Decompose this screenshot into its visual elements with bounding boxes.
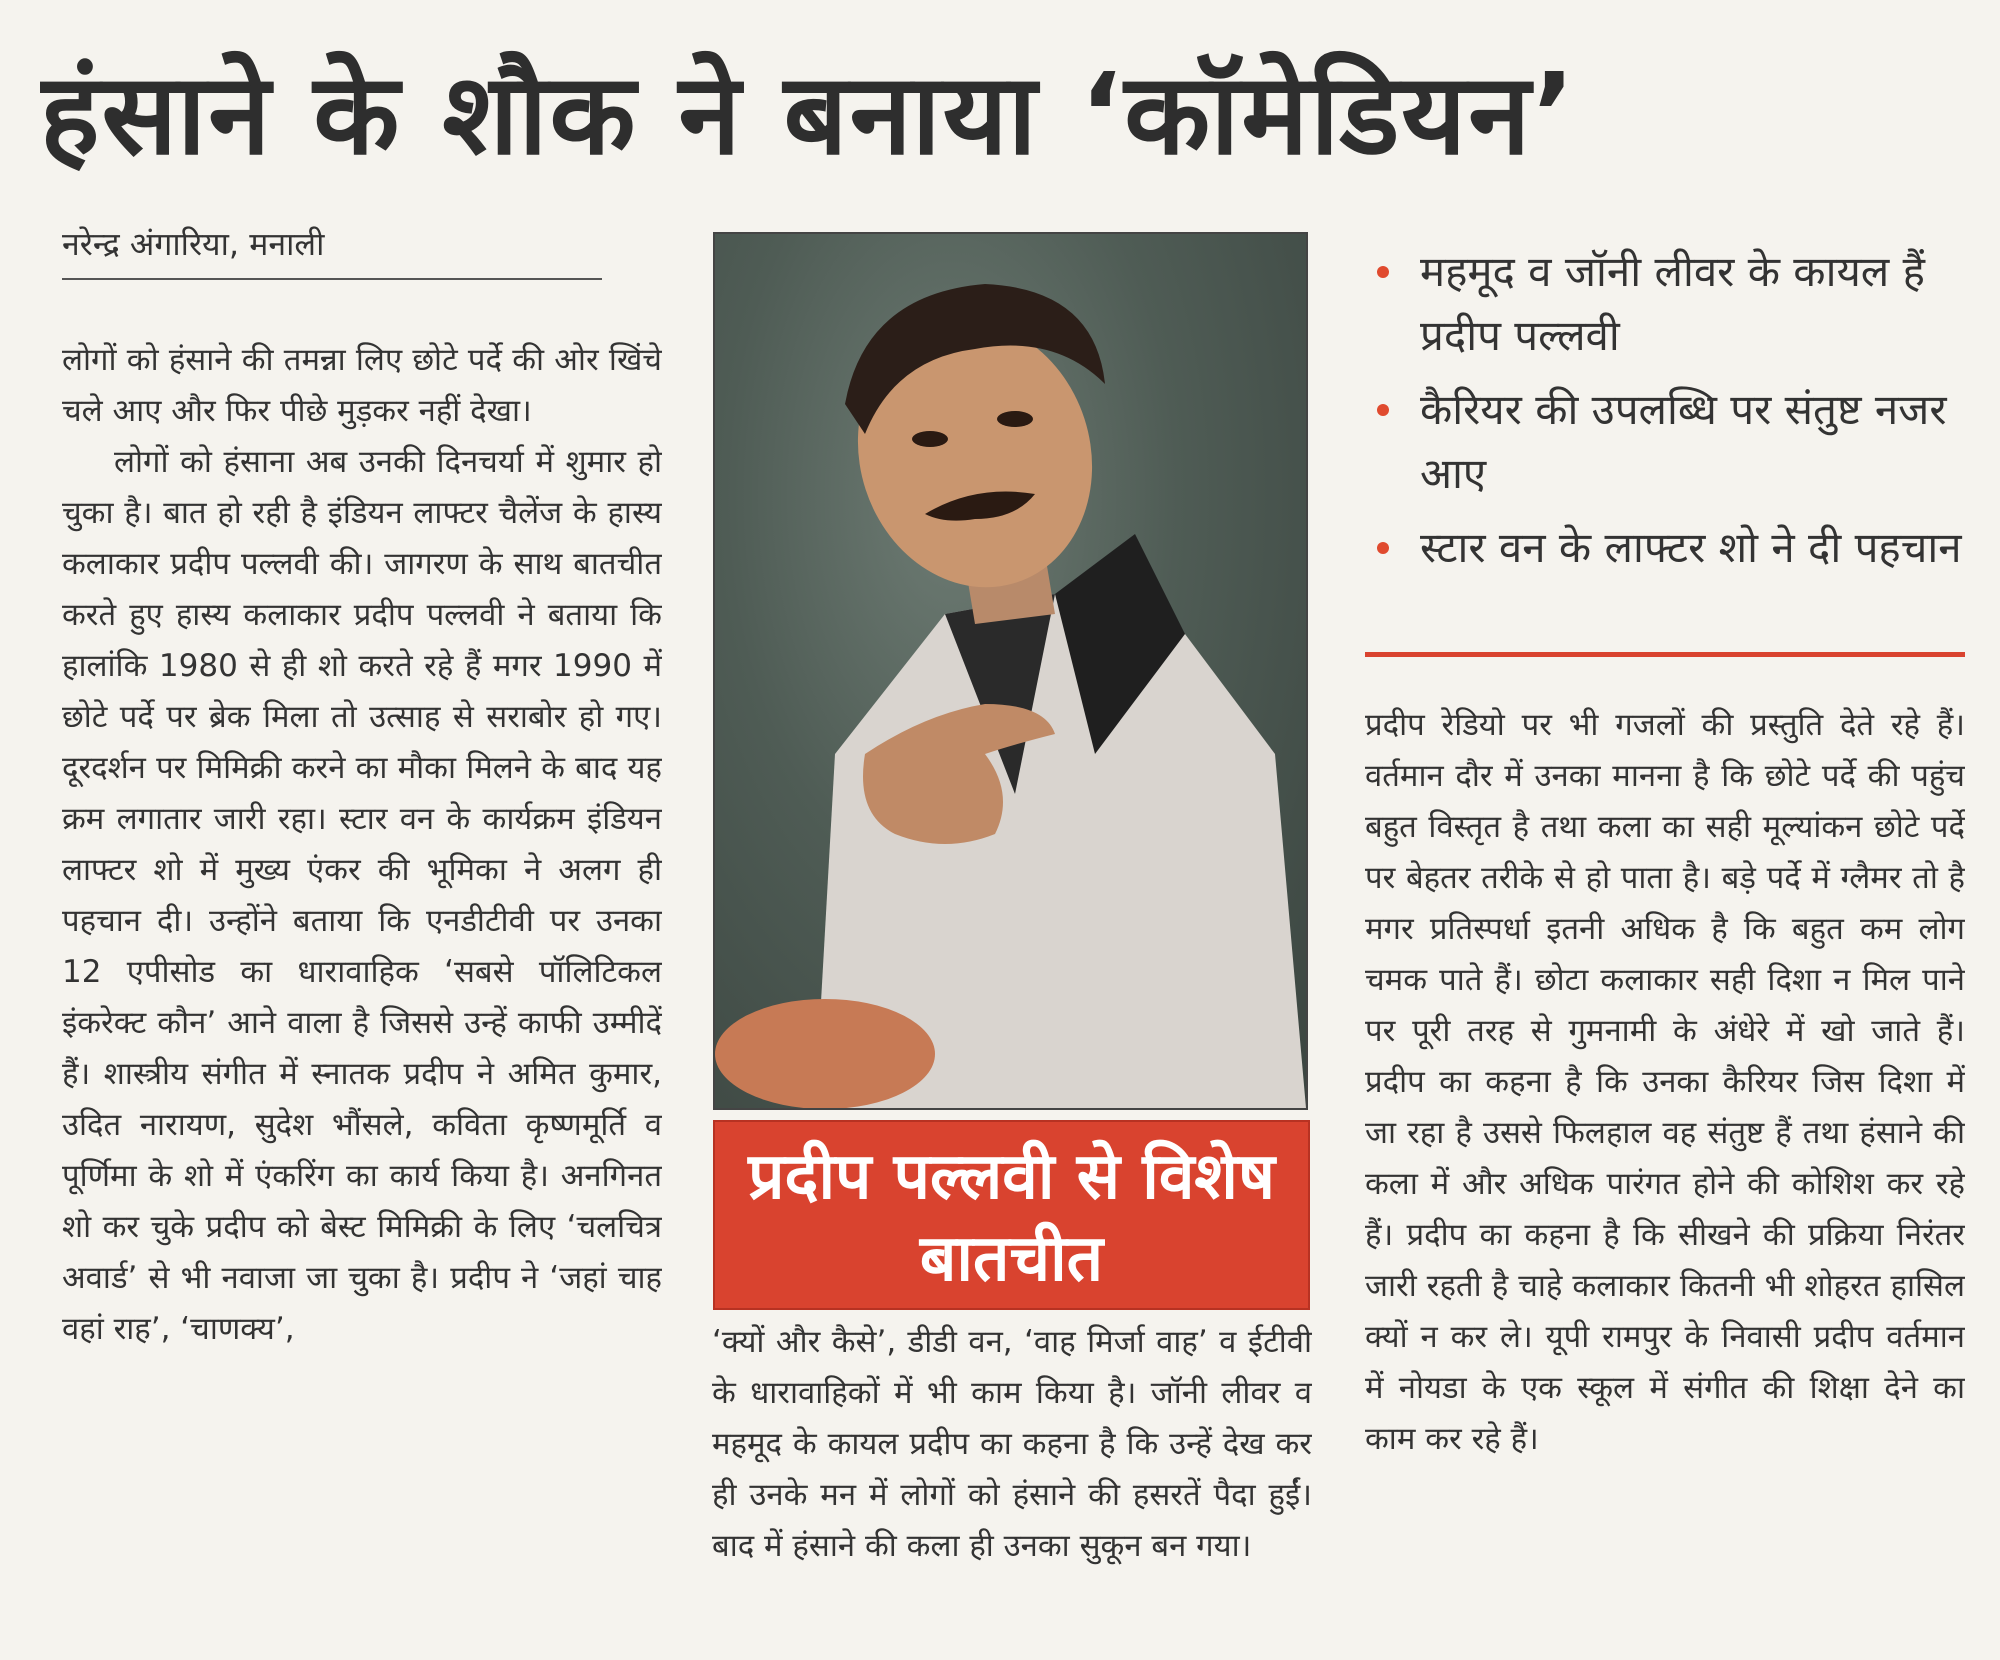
portrait-photo: [713, 232, 1308, 1110]
highlight-item: [1365, 516, 1965, 580]
highlight-text: महमूद व जॉनी लीवर के कायल हैं प्रदीप पल्लवी: [1420, 247, 1925, 360]
lead-paragraph: लोगों को हंसाने की तमन्ना लिए छोटे पर्दे की ओर खिंचे चले आए और फिर पीछे मुड़कर नहीं देखा।: [62, 342, 662, 429]
right-column: [1365, 700, 1965, 1640]
bullet-dot-icon: [1377, 266, 1389, 278]
highlight-text: स्टार वन के लाफ्टर शो ने दी पहचान: [1420, 523, 1962, 572]
comedian-portrait-illustration: [715, 234, 1306, 1108]
left-column: [62, 335, 662, 1635]
highlights-divider: [1365, 652, 1965, 657]
highlight-item: [1365, 240, 1965, 368]
bullet-dot-icon: [1377, 404, 1389, 416]
headline: हंसाने के शौक ने बनाया ‘कॉमेडियन’: [40, 50, 1577, 180]
body-paragraph: लोगों को हंसाना अब उनकी दिनचर्या में शुमार हो चुका है। बात हो रही है इंडियन लाफ्टर चैलेंज के हास्य कलाकार प्रदीप पल्लवी की। जागरण के साथ बातचीत करते हुए हास्य कलाकार प्रदीप पल्लवी ने बताया कि हालांकि 1980 से ही शो करते रहे हैं मगर 1990 में छोटे पर्दे पर ब्रेक मिला तो उत्साह से सराबोर हो गए। दूरदर्शन पर मिमिक्री करने का मौका मिलने के बाद यह क्रम लगातार जारी रहा। स्टार वन के कार्यक्रम इंडियन लाफ्टर शो में मुख्य एंकर की भूमिका ने अलग ही पहचान दी। उन्होंने बताया कि एनडीटीवी पर उनका 12 एपीसोड का धारावाहिक ‘सबसे पॉलिटिकल इंकरेक्ट कौन’ आने वाला है जिससे उन्हें काफी उम्मीदें हैं। शास्त्रीय संगीत में स्नातक प्रदीप ने अमित कुमार, उदित नारायण, सुदेश भौंसले, कविता कृष्णमूर्ति व पूर्णिमा के शो में एंकरिंग का कार्य किया है। अनगिनत शो कर चुके प्रदीप को बेस्ट मिमिक्री के लिए ‘चलचित्र अवार्ड’ से भी नवाजा जा चुका है। प्रदीप ने ‘जहां चाह वहां राह’, ‘चाणक्य’,: [62, 444, 662, 1347]
middle-paragraph: ‘क्यों और कैसे’, डीडी वन, ‘वाह मिर्जा वाह’ व ईटीवी के धारावाहिकों में भी काम किया है। जॉनी लीवर व महमूद के कायल प्रदीप का कहना है कि उन्हें देख कर ही उनके मन में लोगों को हंसाने की हसरतें पैदा हुईं। बाद में हंसाने की कला ही उनका सुकून बन गया।: [712, 1324, 1312, 1564]
middle-column: [712, 1317, 1312, 1637]
highlight-item: [1365, 378, 1965, 506]
byline: नरेन्द्र अंगारिया, मनाली: [62, 222, 602, 280]
right-paragraph: प्रदीप रेडियो पर भी गजलों की प्रस्तुति देते रहे हैं। वर्तमान दौर में उनका मानना है कि छोटे पर्दे की पहुंच बहुत विस्तृत है तथा कला का सही मूल्यांकन छोटे पर्दे पर बेहतर तरीके से हो पाता है। बड़े पर्दे में ग्लैमर तो है मगर प्रतिस्पर्धा इतनी अधिक है कि बहुत कम लोग चमक पाते हैं। छोटा कलाकार सही दिशा न मिल पाने पर पूरी तरह से गुमनामी के अंधेरे में खो जाते हैं। प्रदीप का कहना है कि उनका कैरियर जिस दिशा में जा रहा है उससे फिलहाल वह संतुष्ट हैं तथा हंसाने की कला में और अधिक पारंगत होने की कोशिश कर रहे हैं। प्रदीप का कहना है कि सीखने की प्रक्रिया निरंतर जारी रहती है चाहे कलाकार कितनी भी शोहरत हासिल क्यों न कर ले। यूपी रामपुर के निवासी प्रदीप वर्तमान में नोयडा के एक स्कूल में संगीत की शिक्षा देने का काम कर रहे हैं।: [1365, 707, 1965, 1457]
highlights-list: [1365, 240, 1965, 590]
highlight-text: कैरियर की उपलब्धि पर संतुष्ट नजर आए: [1420, 385, 1947, 498]
bullet-dot-icon: [1377, 542, 1389, 554]
feature-title-box: प्रदीप पल्लवी से विशेष बातचीत: [713, 1120, 1310, 1310]
